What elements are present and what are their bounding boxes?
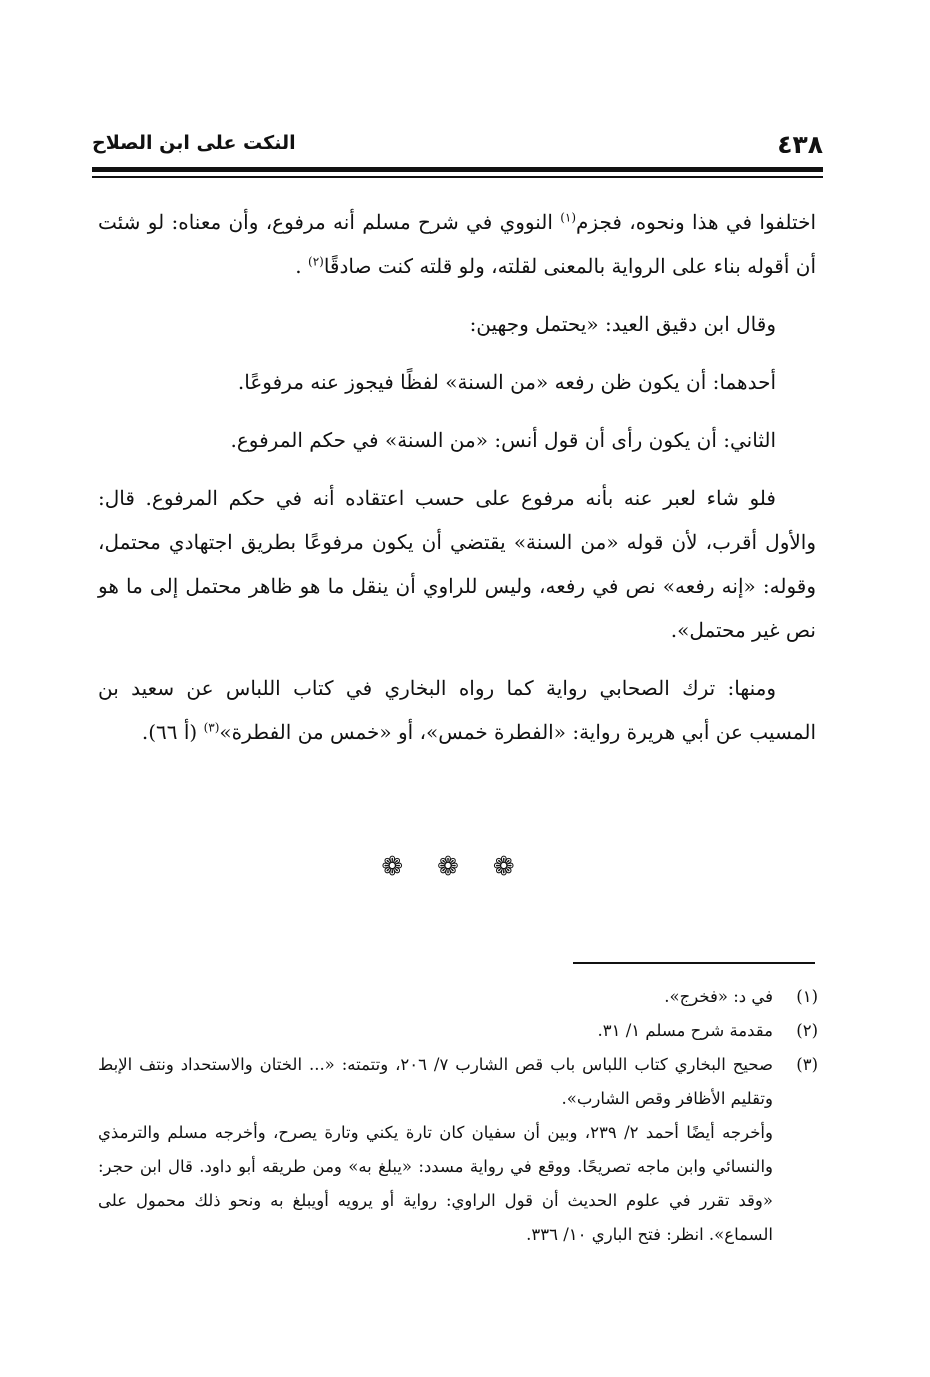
footnote-3-number: (٣) [796,1055,818,1074]
footnote-1-text: في د: «فخرج». [664,987,773,1006]
paragraph-1-end: . [295,254,302,278]
paragraph-4: الثاني: أن يكون رأى أن قول أنس: «من السنة» في حكم المرفوع. [230,428,776,452]
header-rule-thin [92,176,823,178]
paragraph-3: أحدهما: أن يكون ظن رفعه «من السنة» لفظًا فيجوز عنه مرفوعًا. [237,370,776,394]
footnote-3 [98,1048,818,1116]
footnote-rule [573,962,815,964]
footnote-ref-1: (١) [560,210,577,225]
footnote-1 [98,980,818,1014]
footnote-2 [98,1014,818,1048]
running-title: النكت على ابن الصلاح [92,132,296,154]
footnote-3-text: صحيح البخاري كتاب اللباس باب قص الشارب ٧/ ٢٠٦، وتتمته: «... الختان والاستحداد ونتف الإبط وتقليم الأظافر وقص الشارب». [98,1055,773,1108]
footnote-2-number: (٢) [796,1021,818,1040]
footnotes [98,980,818,1252]
footnote-3-continuation: وأخرجه أيضًا أحمد ٢/ ٢٣٩، وبين أن سفيان كان تارة يكني وتارة يصرح، وأخرجه مسلم والترمذي والنسائي وابن ماجه تصريحًا. ووقع في رواية مسدد: «يبلغ به» ومن طريقه أبو داود. قال ابن حجر: «وقد تقرر في علوم الحديث أن قول الراوي: رواية أو يرويه أويبلغ به ونحو ذلك محمول على السماع». انظر: فتح الباري ١٠/ ٣٣٦. [98,1123,773,1244]
paragraph-1-part-1: اختلفوا في هذا ونحوه، فجزم [576,210,816,234]
footnote-2-text: مقدمة شرح مسلم ١/ ٣١. [597,1021,773,1040]
paragraph-2: وقال ابن دقيق العيد: «يحتمل وجهين: [469,312,776,336]
main-text [98,200,816,768]
folio-marker: (أ ٦٦). [141,720,198,744]
paragraph-6-text: ومنها: ترك الصحابي رواية كما رواه البخاري في كتاب اللباس عن سعيد بن المسيب عن أبي هريرة رواية: «الفطرة خمس»، أو «خمس من الفطرة» [98,676,816,744]
header-rule-thick [92,167,823,172]
page-header [92,126,823,166]
section-separator-ornament: ❁❁❁ [381,852,549,882]
footnote-1-number: (١) [796,987,818,1006]
paragraph-1-part-2: النووي في شرح مسلم أنه مرفوع، وأن معناه: لو شئت أن أقوله بناء على الرواية بالمعنى لقلته، ولو قلته كنت صادقًا [98,210,816,278]
paragraph-1 [98,200,816,288]
footnote-ref-2: (٢) [308,254,324,269]
footnote-ref-3: (٣) [203,720,220,735]
paragraph-5: فلو شاء لعبر عنه بأنه مرفوع على حسب اعتقاده أنه في حكم المرفوع. قال: والأول أقرب، لأن قوله «من السنة» يقتضي أن يكون مرفوعًا بطريق اجتهادي محتمل، وقوله: «إنه رفعه» نص في رفعه، وليس للراوي أن ينقل ما هو ظاهر محتمل إلى ما هو نص غير محتمل». [98,486,816,642]
paragraph-6 [98,666,816,754]
page-number: ٤٣٨ [777,130,823,159]
